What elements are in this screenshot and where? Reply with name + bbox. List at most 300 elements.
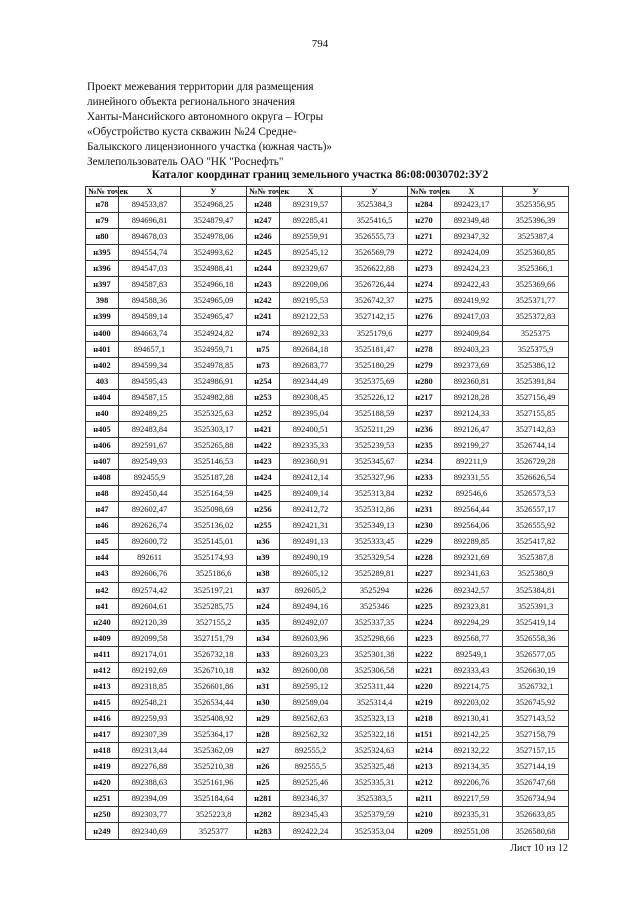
coordinate-cell: 892331,55 [441,470,503,486]
point-id-cell: н35 [247,614,280,630]
coordinate-cell: 892400,51 [280,421,342,437]
coordinate-cell: 3526534,44 [181,694,247,710]
coordinate-cell: 3525362,09 [181,743,247,759]
point-id-cell: н401 [86,341,119,357]
coordinate-cell: 894587,15 [119,389,181,405]
column-header: X [280,187,342,197]
coordinate-cell: 3525349,13 [342,518,408,534]
coordinate-cell: 3525146,53 [181,454,247,470]
coordinate-cell: 892611 [119,550,181,566]
point-id-cell: н250 [86,807,119,823]
point-id-cell: н271 [408,229,441,245]
point-id-cell: н73 [247,357,280,373]
point-id-cell: н281 [247,791,280,807]
point-id-cell: н274 [408,277,441,293]
point-id-cell: н279 [408,357,441,373]
column-header: X [441,187,503,197]
coordinate-cell: 894599,34 [119,357,181,373]
point-id-cell: н44 [86,550,119,566]
coordinate-cell: 892549,1 [441,646,503,662]
point-id-cell: н220 [408,678,441,694]
point-id-cell: н232 [408,486,441,502]
coordinate-cell: 892209,06 [280,277,342,293]
point-id-cell: 403 [86,373,119,389]
coordinate-cell: 3524982,88 [181,389,247,405]
coordinate-cell: 892099,58 [119,630,181,646]
point-id-cell: н233 [408,470,441,486]
point-id-cell: н409 [86,630,119,646]
point-id-cell: н34 [247,630,280,646]
coordinate-cell: 3525379,59 [342,807,408,823]
point-id-cell: н248 [247,197,280,213]
column-header: У [342,187,408,197]
coordinate-cell: 3525333,45 [342,534,408,550]
coordinate-cell: 3525325,48 [342,759,408,775]
coordinate-cell: 892600,08 [280,662,342,678]
point-id-cell: н48 [86,486,119,502]
table-row [86,357,569,373]
point-id-cell: н422 [247,437,280,453]
coordinate-cell: 892589,04 [280,694,342,710]
coordinate-cell: 892335,31 [441,807,503,823]
table-row [86,502,569,518]
coordinate-cell: 892307,39 [119,727,181,743]
coordinate-cell: 892525,46 [280,775,342,791]
coordinate-cell: 892574,42 [119,582,181,598]
coordinate-cell: 3527144,19 [503,759,569,775]
coordinate-cell: 892388,63 [119,775,181,791]
coordinate-cell: 3526630,19 [503,662,569,678]
point-id-cell: н253 [247,389,280,405]
point-id-cell: н39 [247,550,280,566]
column-header: №№ точек [86,187,119,197]
coordinate-cell: 3525384,81 [503,582,569,598]
point-id-cell: н223 [408,630,441,646]
point-id-cell: н213 [408,759,441,775]
coordinate-cell: 892360,81 [441,373,503,389]
coordinate-cell: 3525335,31 [342,775,408,791]
point-id-cell: н32 [247,662,280,678]
coordinate-cell: 892424,23 [441,261,503,277]
coordinate-cell: 3525181,47 [342,341,408,357]
coordinate-cell: 3525364,17 [181,727,247,743]
point-id-cell: н47 [86,502,119,518]
table-row [86,662,569,678]
coordinate-cell: 892349,48 [441,213,503,229]
table-row [86,437,569,453]
table-body [86,197,569,840]
coordinate-cell: 892394,09 [119,791,181,807]
page-number: 794 [311,38,329,50]
coordinate-cell: 3525303,17 [181,421,247,437]
coordinate-cell: 892490,19 [280,550,342,566]
table-row [86,550,569,566]
column-header: У [503,187,569,197]
table-row [86,486,569,502]
coordinate-cell: 3527155,85 [503,405,569,421]
table-row [86,229,569,245]
coordinate-cell: 892347,32 [441,229,503,245]
point-id-cell: н214 [408,743,441,759]
coordinate-cell: 3525369,66 [503,277,569,293]
table-row [86,711,569,727]
header-line: Балыкского лицензионного участка (южная часть)» [87,141,333,153]
point-id-cell: н415 [86,694,119,710]
coordinate-cell: 3524924,82 [181,325,247,341]
table-row [86,309,569,325]
table-row [86,277,569,293]
coordinate-cell: 894657,1 [119,341,181,357]
coordinate-cell: 3525346 [342,598,408,614]
point-id-cell: н252 [247,405,280,421]
coordinate-cell: 3524986,91 [181,373,247,389]
point-id-cell: н29 [247,711,280,727]
coordinate-cell: 892128,28 [441,389,503,405]
column-header: №№ точек [247,187,280,197]
point-id-cell: н42 [86,582,119,598]
coordinate-cell: 3525323,13 [342,711,408,727]
coordinate-cell: 3524965,09 [181,293,247,309]
coordinate-cell: 3526633,85 [503,807,569,823]
coordinate-cell: 3525372,83 [503,309,569,325]
point-id-cell: н41 [86,598,119,614]
point-id-cell: н399 [86,309,119,325]
point-id-cell: н411 [86,646,119,662]
point-id-cell: н234 [408,454,441,470]
point-id-cell: н27 [247,743,280,759]
header-line: Проект межевания территории для размещения [87,81,314,93]
table-row [86,454,569,470]
coordinate-cell: 892403,23 [441,341,503,357]
coordinate-cell: 892422,43 [441,277,503,293]
coordinate-cell: 892626,74 [119,518,181,534]
coordinate-cell: 894588,36 [119,293,181,309]
table-row [86,389,569,405]
point-id-cell: н24 [247,598,280,614]
coordinate-cell: 892551,08 [441,823,503,840]
coordinate-cell: 892548,21 [119,694,181,710]
point-id-cell: н226 [408,582,441,598]
coordinate-cell: 3525174,93 [181,550,247,566]
point-id-cell: н280 [408,373,441,389]
point-id-cell: н38 [247,566,280,582]
coordinate-cell: 892192,69 [119,662,181,678]
point-id-cell: н229 [408,534,441,550]
coordinate-cell: 892549,93 [119,454,181,470]
coordinate-cell: 3526555,92 [503,518,569,534]
coordinate-cell: 892602,47 [119,502,181,518]
coordinate-cell: 3526555,73 [342,229,408,245]
coordinate-cell: 3526729,28 [503,454,569,470]
coordinate-cell: 3527155,2 [181,614,247,630]
coordinate-cell: 3525289,81 [342,566,408,582]
coordinate-cell: 3525391,84 [503,373,569,389]
point-id-cell: н278 [408,341,441,357]
coordinate-cell: 3526557,17 [503,502,569,518]
point-id-cell: н45 [86,534,119,550]
coordinate-cell: 3525377 [181,823,247,840]
coordinate-cell: 3525187,28 [181,470,247,486]
coordinate-cell: 3525380,9 [503,566,569,582]
coordinate-cell: 3526601,86 [181,678,247,694]
table-row [86,614,569,630]
point-id-cell: н46 [86,518,119,534]
point-id-cell: н228 [408,550,441,566]
coordinate-cell: 892124,33 [441,405,503,421]
point-id-cell: н230 [408,518,441,534]
table-row [86,421,569,437]
table-row [86,293,569,309]
coordinate-cell: 3526745,92 [503,694,569,710]
point-id-cell: н277 [408,325,441,341]
point-id-cell: н421 [247,421,280,437]
coordinate-cell: 3525098,69 [181,502,247,518]
point-id-cell: н75 [247,341,280,357]
coordinate-cell: 892564,06 [441,518,503,534]
point-id-cell: н407 [86,454,119,470]
coordinate-cell: 892450,44 [119,486,181,502]
coordinate-cell: 892199,27 [441,437,503,453]
point-id-cell: н209 [408,823,441,840]
coordinate-cell: 3524968,25 [181,197,247,213]
table-row [86,775,569,791]
coordinate-cell: 892285,41 [280,213,342,229]
point-id-cell: н400 [86,325,119,341]
coordinate-cell: 3525313,84 [342,486,408,502]
coordinate-cell: 3525384,3 [342,197,408,213]
coordinate-cell: 892483,84 [119,421,181,437]
coordinate-cell: 892606,76 [119,566,181,582]
coordinate-cell: 3525239,53 [342,437,408,453]
coordinate-cell: 3525186,6 [181,566,247,582]
table-row [86,823,569,840]
point-id-cell: н210 [408,807,441,823]
coordinate-cell: 3525184,64 [181,791,247,807]
coordinate-cell: 892562,32 [280,727,342,743]
coordinate-cell: 3526580,68 [503,823,569,840]
point-id-cell: н43 [86,566,119,582]
coordinate-cell: 892605,2 [280,582,342,598]
coordinate-cell: 892555,5 [280,759,342,775]
coordinate-cell: 3525375 [503,325,569,341]
coordinate-cell: 3527156,49 [503,389,569,405]
coordinate-cell: 3525356,95 [503,197,569,213]
coordinate-cell: 892489,25 [119,405,181,421]
point-id-cell: н235 [408,437,441,453]
coordinate-cell: 3525298,66 [342,630,408,646]
coordinate-cell: 892214,75 [441,678,503,694]
coordinate-cell: 3526726,44 [342,277,408,293]
point-id-cell: н251 [86,791,119,807]
coordinate-cell: 892409,84 [441,325,503,341]
coordinate-cell: 892555,2 [280,743,342,759]
coordinate-cell: 892559,91 [280,229,342,245]
coordinate-cell: 892276,88 [119,759,181,775]
coordinate-cell: 3525180,29 [342,357,408,373]
coordinate-cell: 3525408,92 [181,711,247,727]
coordinate-cell: 892417,03 [441,309,503,325]
column-header: №№ точек [408,187,441,197]
coordinate-cell: 3527157,15 [503,743,569,759]
table-row [86,743,569,759]
table-row [86,582,569,598]
coordinate-cell: 892562,63 [280,711,342,727]
point-id-cell: н418 [86,743,119,759]
point-id-cell: н396 [86,261,119,277]
point-id-cell: н424 [247,470,280,486]
coordinate-cell: 3525301,38 [342,646,408,662]
point-id-cell: н80 [86,229,119,245]
coordinate-cell: 3525210,38 [181,759,247,775]
coordinate-cell: 892409,14 [280,486,342,502]
coordinate-cell: 892342,57 [441,582,503,598]
table-row [86,534,569,550]
point-id-cell: н413 [86,678,119,694]
coordinate-cell: 892683,77 [280,357,342,373]
coordinate-cell: 894587,83 [119,277,181,293]
coordinate-cell: 3525391,3 [503,598,569,614]
coordinate-cell: 3525324,63 [342,743,408,759]
point-id-cell: н231 [408,502,441,518]
coordinate-cell: 892455,9 [119,470,181,486]
coordinate-cell: 892373,69 [441,357,503,373]
coordinate-cell: 892494,16 [280,598,342,614]
table-row [86,245,569,261]
coordinate-cell: 892603,23 [280,646,342,662]
coordinate-cell: 892195,53 [280,293,342,309]
coordinate-cell: 3526744,14 [503,437,569,453]
table-row [86,727,569,743]
coordinate-cell: 894663,74 [119,325,181,341]
coordinate-cell: 892412,72 [280,502,342,518]
header-line: Ханты-Мансийского автономного округа – Югры [87,111,324,123]
coordinate-cell: 3525325,63 [181,405,247,421]
coordinate-cell: 892318,85 [119,678,181,694]
header-line: «Обустройство куста скважин №24 Средне- [87,126,297,138]
coordinate-cell: 3524879,47 [181,213,247,229]
point-id-cell: н420 [86,775,119,791]
coordinate-cell: 892604,61 [119,598,181,614]
table-row [86,197,569,213]
coordinate-cell: 892419,92 [441,293,503,309]
coordinate-cell: 3524988,41 [181,261,247,277]
coordinate-cell: 3524978,85 [181,357,247,373]
point-id-cell: н282 [247,807,280,823]
coordinate-cell: 892545,12 [280,245,342,261]
coordinate-cell: 892122,53 [280,309,342,325]
coordinate-cell: 892321,69 [441,550,503,566]
point-id-cell: н404 [86,389,119,405]
point-id-cell: н236 [408,421,441,437]
coordinate-cell: 892335,33 [280,437,342,453]
coordinate-cell: 3525211,29 [342,421,408,437]
coordinate-cell: 3525353,04 [342,823,408,840]
table-row [86,694,569,710]
table-row [86,405,569,421]
coordinate-cell: 3525327,96 [342,470,408,486]
point-id-cell: н218 [408,711,441,727]
point-id-cell: н237 [408,405,441,421]
coordinate-cell: 3525161,96 [181,775,247,791]
coordinate-cell: 892412,14 [280,470,342,486]
point-id-cell: н227 [408,566,441,582]
point-id-cell: н249 [86,823,119,840]
coordinate-cell: 892424,09 [441,245,503,261]
coordinate-cell: 892211,9 [441,454,503,470]
point-id-cell: н26 [247,759,280,775]
point-id-cell: н412 [86,662,119,678]
coordinate-cell: 892605,12 [280,566,342,582]
point-id-cell: н78 [86,197,119,213]
table-row [86,261,569,277]
coordinate-cell: 3525188,59 [342,405,408,421]
coordinate-cell: 3526732,1 [503,678,569,694]
coordinate-cell: 892345,43 [280,807,342,823]
coordinate-cell: 892142,25 [441,727,503,743]
coordinate-cell: 892120,39 [119,614,181,630]
coordinate-cell: 892595,12 [280,678,342,694]
point-id-cell: н212 [408,775,441,791]
table-row [86,470,569,486]
coordinate-cell: 892329,67 [280,261,342,277]
point-id-cell: н40 [86,405,119,421]
document-header [87,80,332,170]
coordinate-cell: 892421,31 [280,518,342,534]
coordinate-cell: 3525383,5 [342,791,408,807]
point-id-cell: н242 [247,293,280,309]
point-id-cell: н151 [408,727,441,743]
header-line: линейного объекта регионального значения [87,96,296,108]
coordinate-cell: 3525311,44 [342,678,408,694]
point-id-cell: н244 [247,261,280,277]
coordinate-cell: 3527158,79 [503,727,569,743]
column-header: X [119,187,181,197]
coordinate-cell: 892323,81 [441,598,503,614]
coordinate-cell: 3525386,12 [503,357,569,373]
point-id-cell: н419 [86,759,119,775]
coordinate-cell: 892692,33 [280,325,342,341]
coordinate-cell: 3527151,79 [181,630,247,646]
coordinate-cell: 3525360,85 [503,245,569,261]
coordinate-cell: 3527143,52 [503,711,569,727]
table-row [86,341,569,357]
point-id-cell: н395 [86,245,119,261]
point-id-cell: 398 [86,293,119,309]
point-id-cell: н402 [86,357,119,373]
coordinate-cell: 892600,72 [119,534,181,550]
point-id-cell: н255 [247,518,280,534]
table-row [86,646,569,662]
table-row [86,598,569,614]
coordinate-cell: 3526626,54 [503,470,569,486]
table-row [86,518,569,534]
coordinate-cell: 892603,96 [280,630,342,646]
point-id-cell: н211 [408,791,441,807]
sheet-number: Лист 10 из 12 [510,843,568,854]
coordinate-cell: 892395,04 [280,405,342,421]
coordinate-cell: 894696,81 [119,213,181,229]
coordinate-cell: 892174,01 [119,646,181,662]
coordinate-cell: 3525387,8 [503,550,569,566]
coordinate-cell: 3525179,6 [342,325,408,341]
point-id-cell: н397 [86,277,119,293]
coordinate-cell: 3525371,77 [503,293,569,309]
coordinate-cell: 892346,37 [280,791,342,807]
coordinate-cell: 3526742,37 [342,293,408,309]
coordinate-cell: 892564,44 [441,502,503,518]
coordinate-cell: 892491,13 [280,534,342,550]
coordinate-cell: 3527142,15 [342,309,408,325]
